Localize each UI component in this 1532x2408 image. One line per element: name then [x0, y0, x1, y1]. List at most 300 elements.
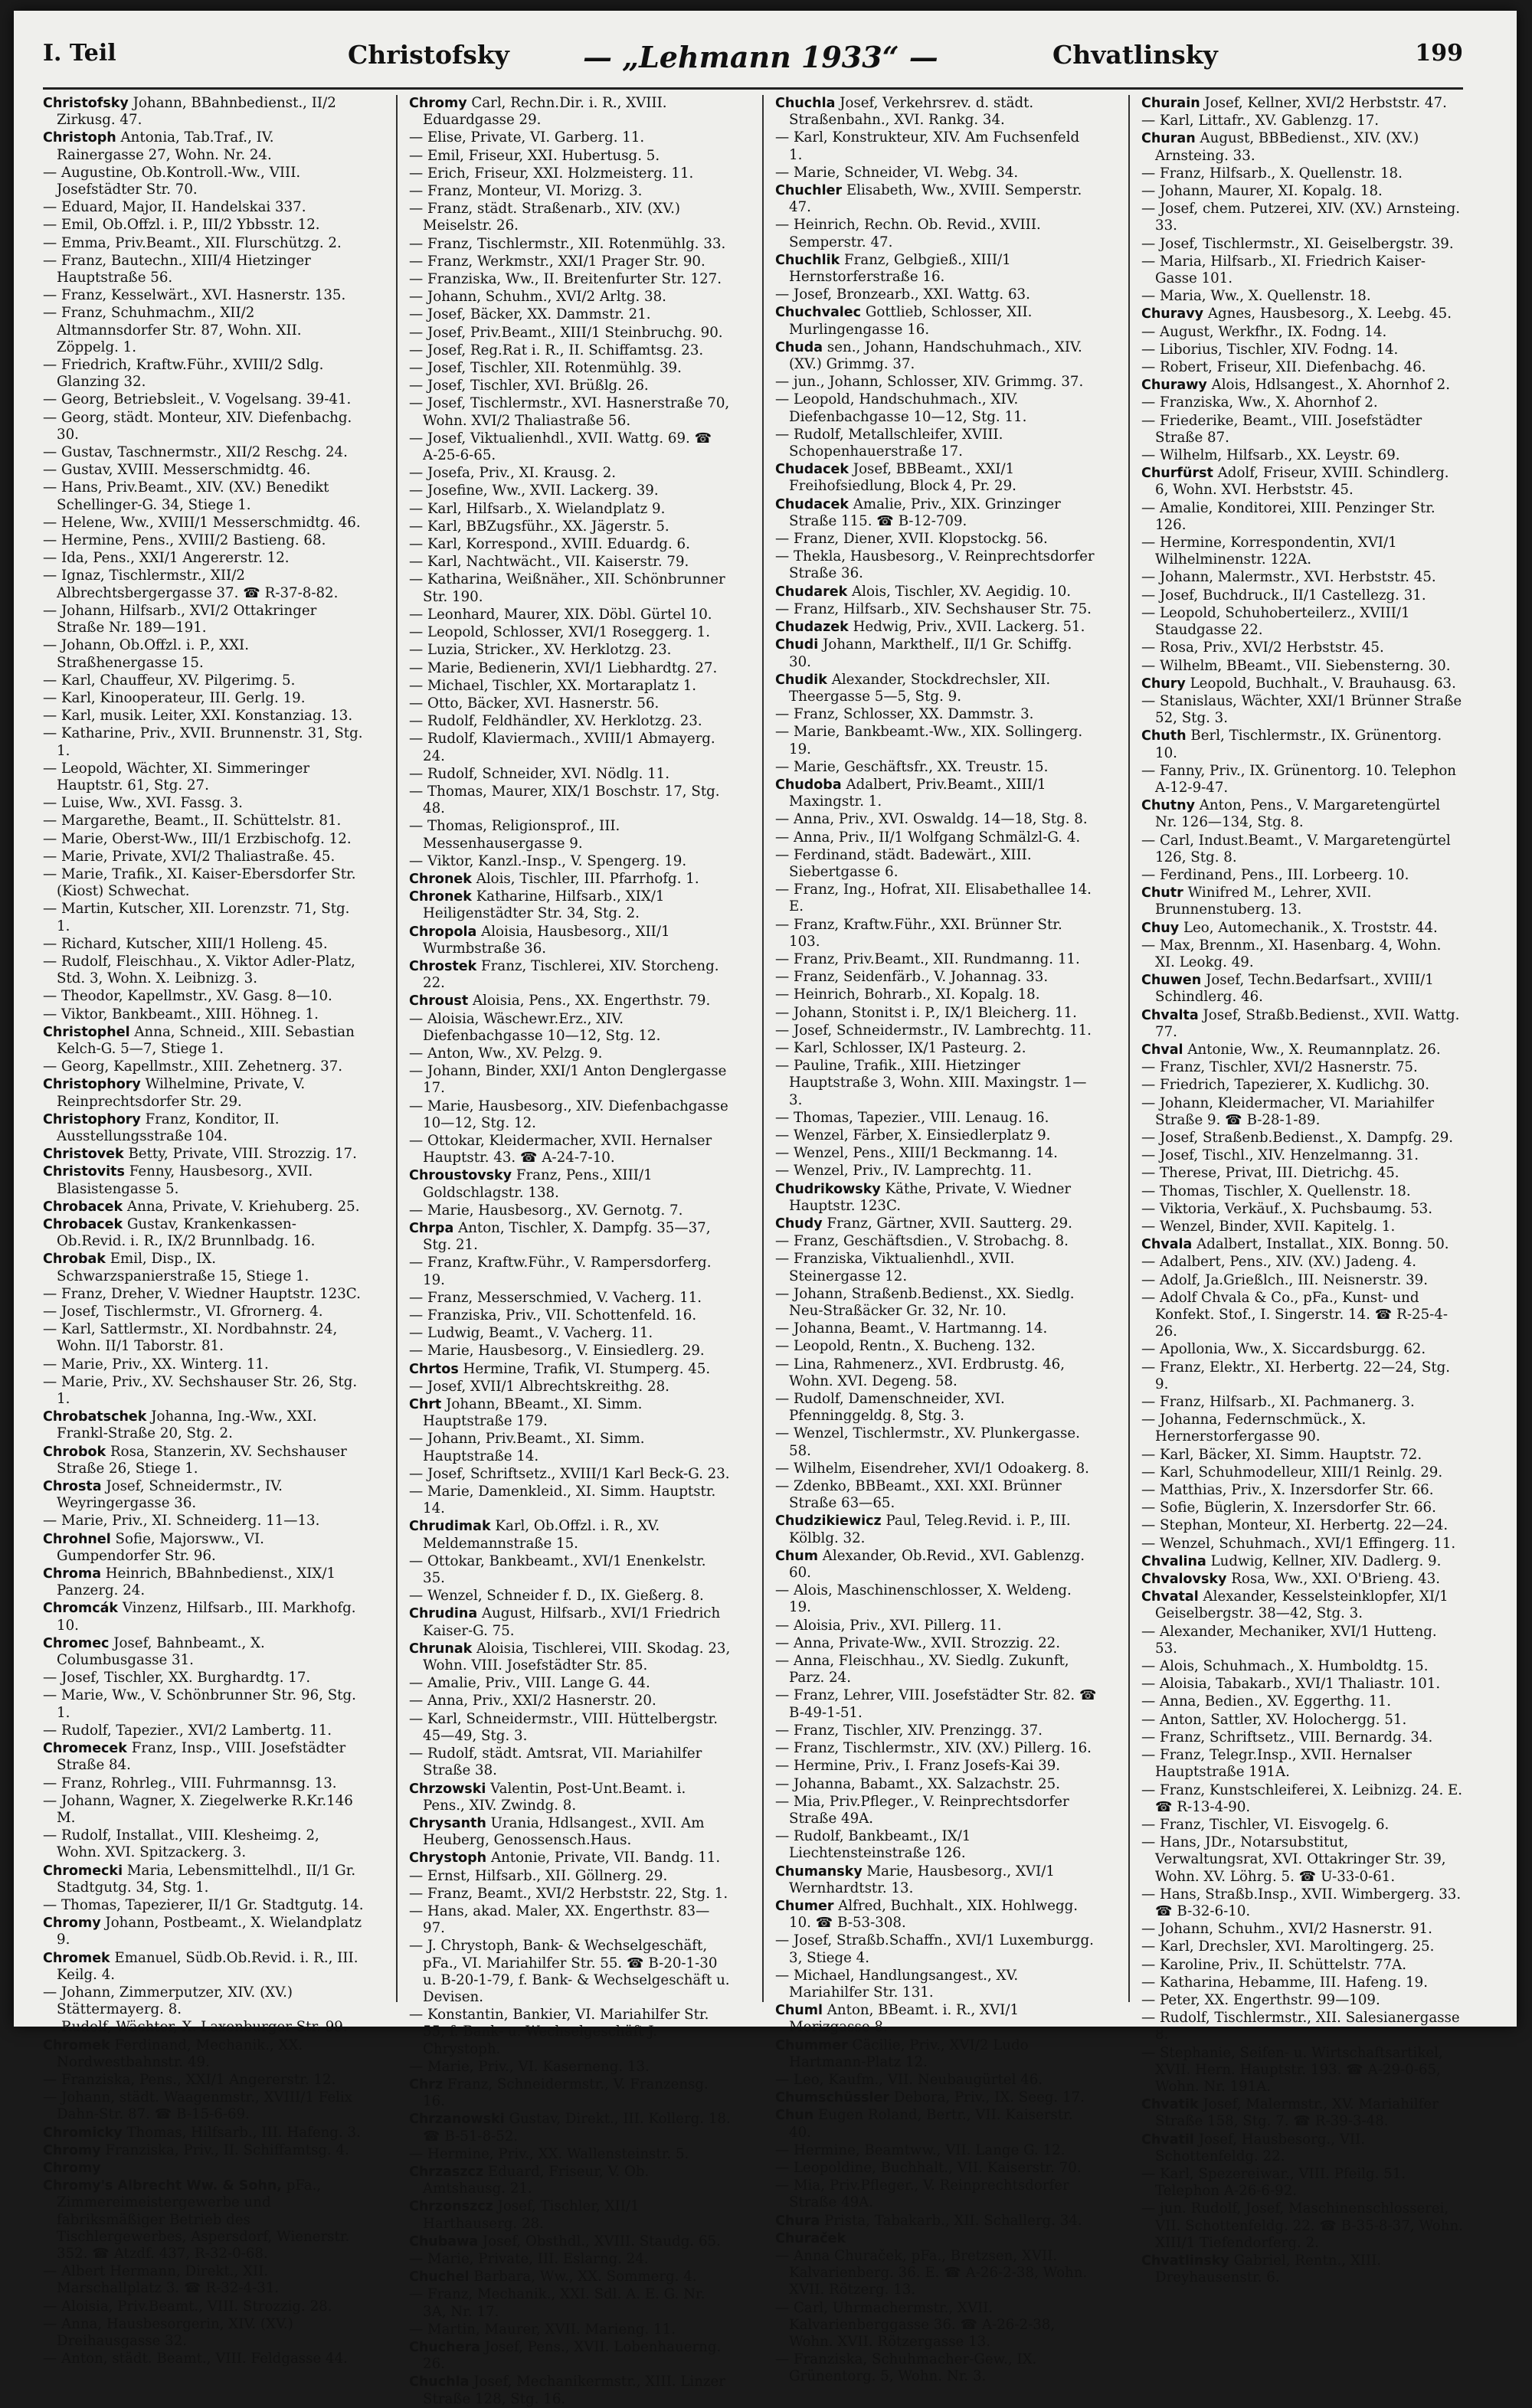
directory-entry — [409, 1431, 731, 1464]
directory-entry — [775, 2351, 1097, 2385]
directory-entry — [43, 287, 365, 304]
directory-entry — [409, 129, 731, 146]
directory-entry — [775, 2089, 1097, 2106]
directory-entry — [43, 1374, 365, 1408]
entry-text: — Fanny, Priv., IX. Grünentorg. 10. Telephon A-12-9-47. — [1141, 762, 1457, 796]
entry-text: — Stephanie, Seifen- u. Wirtschaftsartikel, XVII. Hern. Hauptstr. 193. ☎ A-29-0-65, Wohn. Nr. 191A. — [1141, 2044, 1443, 2095]
directory-entry — [775, 847, 1097, 881]
directory-entry — [775, 1932, 1097, 1966]
directory-entry — [1141, 1712, 1463, 1729]
entry-headword: Chutny — [1141, 798, 1195, 814]
entry-text: — Matthias, Priv., X. Inzersdorfer Str. 66. — [1141, 1482, 1434, 1499]
directory-entry — [409, 1325, 731, 1342]
directory-entry — [775, 1548, 1097, 1582]
entry-headword: Chroustovsky — [409, 1168, 512, 1184]
entry-text: Sofie, Majorsww., VI. Gumpendorfer Str. 96. — [57, 1530, 264, 1564]
entry-text: — jun. Rudolf, Josef, Maschinenschlosserei, VII. Schottenfeldg. 22. ☎ B-35-8-37, Wohn. XIII/1 Tiefendorferg. 2. — [1141, 2200, 1463, 2251]
entry-headword: Churfürst — [1141, 466, 1213, 482]
entry-text: — Josef, chem. Putzerei, XIV. (XV.) Arnsteing. 33. — [1141, 201, 1461, 234]
entry-text: — Johann, Binder, XXI/1 Anton Denglergasse 17. — [409, 1063, 727, 1097]
directory-entry — [409, 536, 731, 553]
directory-entry — [409, 1815, 731, 1849]
directory-entry — [775, 1740, 1097, 1757]
entry-text: — Martin, Maurer, XVII. Marieng. 11. — [409, 2321, 676, 2338]
directory-entry — [43, 305, 365, 356]
directory-entry — [409, 1903, 731, 1937]
entry-headword: Chromec — [43, 1635, 110, 1651]
directory-entry — [775, 951, 1097, 968]
directory-entry — [43, 690, 365, 707]
directory-entry — [775, 1478, 1097, 1512]
directory-entry — [1141, 1464, 1463, 1481]
entry-headword: Chromy's Albrecht Ww. & Sohn, — [43, 2178, 282, 2194]
entry-headword: Chrz — [409, 2076, 444, 2092]
entry-text: — Franz, Kraftw.Führ., V. Rampersdorferg. 19. — [409, 1255, 712, 1288]
directory-entry — [1141, 113, 1463, 129]
entry-text: — Franz, Ing., Hofrat, XII. Elisabethallee 14. E. — [775, 882, 1092, 915]
directory-entry — [43, 813, 365, 829]
entry-text: — Johann, städt. Waagenmstr., XVIII/1 Felix Dahn-Str. 87. ☎ B-15-6-69. — [43, 2089, 352, 2123]
entry-text: — Leopoldine, Buchhalt., VII. Kaiserstr. 70. — [775, 2159, 1082, 2176]
entry-headword: Chromy — [43, 2142, 101, 2158]
directory-entry — [1141, 201, 1463, 234]
directory-entry — [1141, 1782, 1463, 1816]
directory-entry — [43, 1321, 365, 1355]
entry-headword: Chrosta — [43, 1479, 102, 1495]
directory-entry — [1141, 867, 1463, 884]
directory-entry — [409, 1167, 731, 1201]
directory-entry — [1141, 833, 1463, 866]
directory-entry — [1141, 1482, 1463, 1499]
directory-entry — [409, 1781, 731, 1814]
directory-title: — „Lehmann 1933“ — — [583, 40, 938, 74]
entry-text: — Rudolf, Fleischhau., X. Viktor Adler-Platz, Std. 3, Wohn. X. Leibnizg. 3. — [43, 953, 355, 987]
entry-text: — Leopold, Schlosser, XVI/1 Roseggerg. 1. — [409, 624, 710, 641]
entry-text: Alois, Hdlsangest., X. Ahornhof 2. — [1211, 377, 1451, 394]
directory-entry — [43, 1827, 365, 1861]
part-label: I. Teil — [43, 40, 116, 67]
directory-entry — [1141, 254, 1463, 287]
entry-text: — Leopold, Wächter, XI. Simmeringer Hauptstr. 61, Stg. 27. — [43, 760, 310, 793]
directory-entry — [43, 199, 365, 216]
entry-text: — Marie, Geschäftsfr., XX. Treustr. 15. — [775, 758, 1049, 775]
entry-text: — Johann, Stonitst i. P., IX/1 Bleicherg. 11. — [775, 1004, 1077, 1021]
directory-entry — [1141, 1886, 1463, 1920]
entry-text: Franz, Schneidermstr., V. Franzensg. 16. — [423, 2076, 709, 2110]
entry-text: — Leopold, Schuhoberteilerz., XVIII/1 Staudgasse 22. — [1141, 604, 1410, 639]
entry-text: — Karl, Schneidermstr., VIII. Hüttelbergstr. 45—49, Stg. 3. — [409, 1710, 719, 1744]
directory-entry — [43, 1670, 365, 1687]
directory-entry — [1141, 236, 1463, 253]
entry-text: Antonie, Private, VII. Bandg. 11. — [490, 1850, 721, 1867]
entry-text: — Marie, Bankbeamt.-Ww., XIX. Sollingerg. 19. — [775, 724, 1083, 757]
directory-entry — [775, 1215, 1097, 1232]
entry-text: — Georg, Kapellmstr., XIII. Zehetnerg. 37. — [43, 1058, 343, 1075]
entry-text: — Josef, Buchdruck., II/1 Castellezg. 31. — [1141, 587, 1426, 604]
directory-entry — [409, 871, 731, 888]
entry-text: — Karl, Bäcker, XI. Simm. Hauptstr. 72. — [1141, 1446, 1422, 1463]
directory-entry — [775, 2213, 1097, 2230]
entry-text: — Anna, Priv., II/1 Wolfgang Schmälzl-G. 4. — [775, 829, 1081, 846]
entry-text: Anton, Tischler, X. Dampfg. 35—37, Stg. 21. — [423, 1220, 711, 1254]
directory-entry — [1141, 1992, 1463, 2009]
directory-entry — [775, 95, 1097, 129]
entry-headword: Christofsky — [43, 96, 129, 111]
directory-entry — [409, 289, 731, 306]
directory-entry — [409, 1518, 731, 1552]
directory-entry — [43, 1024, 365, 1058]
entry-text: — Ottokar, Kleidermacher, XVII. Hernalser Hauptstr. 43. ☎ A-24-7-10. — [409, 1132, 712, 1166]
entry-headword: Chvalina — [1141, 1553, 1206, 1569]
entry-text: — Michael, Handlungsangest., XV. Mariahilfer Str. 131. — [775, 1967, 1019, 2001]
entry-text: — Ignaz, Tischlermstr., XII/2 Albrechtsbergergasse 37. ☎ R-37-8-82. — [43, 568, 339, 601]
entry-text: — Emma, Priv.Beamt., XII. Flurschützg. 2. — [43, 234, 342, 251]
entry-text: — Anna, Private-Ww., XVII. Strozzig. 22. — [775, 1634, 1061, 1651]
entry-headword: Chudy — [775, 1216, 823, 1232]
entry-text: — Karl, Hilfsarb., X. Wielandplatz 9. — [409, 500, 666, 517]
directory-entry — [775, 636, 1097, 670]
directory-entry — [409, 483, 731, 499]
directory-entry — [1141, 972, 1463, 1006]
entry-text: — Robert, Friseur, XII. Diefenbachg. 46. — [1141, 359, 1426, 376]
directory-entry — [409, 1745, 731, 1779]
entry-text: Gabriel, Rentn., XIII. Dreyhausenstr. 6. — [1155, 2252, 1382, 2286]
directory-entry — [1141, 1536, 1463, 1552]
entry-text: — Adolf Chvala & Co., pFa., Kunst- und Konfekt. Stof., I. Singerstr. 14. ☎ R-25-4-26. — [1141, 1289, 1449, 1340]
entry-text: — Marie, Priv., VI. Kaserneng. 13. — [409, 2058, 650, 2075]
directory-entry — [43, 2072, 365, 2089]
entry-text: Eugen Roland, Bertr., VII. Kaiserstr. 40. — [789, 2107, 1073, 2141]
entry-headword: Chutr — [1141, 885, 1183, 901]
directory-entry — [1141, 763, 1463, 797]
directory-entry — [409, 2059, 731, 2076]
directory-entry — [409, 1133, 731, 1166]
directory-entry — [409, 1343, 731, 1359]
entry-text: Alois, Tischler, XV. Aegidig. 10. — [852, 583, 1072, 600]
entry-text: Vinzenz, Hilfsarb., III. Markhofg. 10. — [57, 1600, 356, 1634]
directory-entry — [1141, 1077, 1463, 1094]
entry-headword: Chval — [1141, 1042, 1183, 1058]
directory-entry — [409, 888, 731, 922]
directory-entry — [409, 853, 731, 870]
entry-headword: Chumansky — [775, 1863, 863, 1880]
entry-text: — Franz, Kesselwärt., XVI. Hasnerstr. 135. — [43, 287, 346, 304]
directory-entry — [1141, 1817, 1463, 1834]
directory-entry — [43, 2142, 365, 2159]
directory-entry — [43, 849, 365, 865]
entry-headword: Chromcák — [43, 1601, 119, 1617]
entry-headword: Chroma — [43, 1566, 101, 1582]
directory-entry — [43, 2351, 365, 2367]
column-divider — [396, 95, 398, 2002]
entry-text: — Konstantin, Bankier, VI. Mariahilfer Str. 55, f. Bank- u. Wechselgeschäft J. Chrystoph. — [409, 2007, 709, 2057]
directory-entry — [409, 183, 731, 200]
entry-headword: Chvatlinsky — [1141, 2253, 1229, 2269]
entry-text: — Anton, städt. Beamt., VIII. Feldgasse 44. — [43, 2351, 348, 2367]
entry-headword: Chrunak — [409, 1641, 473, 1657]
directory-entry — [775, 1320, 1097, 1337]
directory-entry — [409, 2111, 731, 2145]
directory-entry — [409, 642, 731, 659]
entry-headword: Christophel — [43, 1024, 130, 1040]
entry-headword: Chrzonszcz — [409, 2199, 493, 2215]
entry-text: Adolf, Friseur, XVIII. Schindlerg. 6, Wohn. XVI. Herbststr. 45. — [1155, 465, 1449, 499]
entry-headword: Chrtos — [409, 1361, 459, 1377]
entry-text: — Leopold, Rentn., X. Bucheng. 132. — [775, 1338, 1036, 1355]
directory-entry — [409, 784, 731, 817]
entry-text: — Aloisia, Tabakarb., XVI/1 Thaliastr. 101. — [1141, 1676, 1441, 1693]
entry-text: Leo, Automechanik., X. Troststr. 44. — [1183, 919, 1438, 936]
entry-text: — Franz, Tischler, XVI/2 Hasnerstr. 75. — [1141, 1059, 1418, 1076]
directory-entry — [1141, 728, 1463, 761]
entry-headword: Chummer — [775, 2037, 848, 2053]
entry-text: — Wenzel, Färber, X. Einsiedlerplatz 9. — [775, 1127, 1051, 1143]
entry-text: Josef, Kellner, XVI/2 Herbststr. 47. — [1204, 95, 1447, 111]
directory-entry — [1141, 2010, 1463, 2043]
directory-entry — [43, 866, 365, 900]
entry-text: Berl, Tischlermstr., IX. Grünentorg. 10. — [1155, 728, 1442, 761]
directory-entry — [1141, 306, 1463, 322]
directory-entry — [409, 1886, 731, 1903]
entry-text: Carl, Rechn.Dir. i. R., XVIII. Eduardgasse 29. — [423, 95, 667, 129]
entry-text: Thomas, Hilfsarb., III. Hafeng. 3. — [126, 2124, 361, 2141]
entry-headword: Churavy — [1141, 306, 1204, 322]
entry-text: — Franz, Tischlermstr., XII. Rotenmühlg. 33. — [409, 235, 726, 252]
entry-headword: Chrzaszcz — [409, 2164, 484, 2180]
entry-text: — Friederike, Beamt., VIII. Josefstädter Straße 87. — [1141, 412, 1422, 446]
entry-text: — Karl, Schlosser, IX/1 Pasteurg. 2. — [775, 1039, 1026, 1056]
entry-text: — Rudolf, städt. Amtsrat, VII. Mariahilfer Straße 38. — [409, 1745, 702, 1779]
column-divider — [1128, 95, 1130, 2002]
entry-text: — Adalbert, Pens., XIV. (XV.) Jadeng. 4. — [1141, 1254, 1417, 1271]
directory-entry — [43, 2037, 365, 2071]
directory-entry — [1141, 95, 1463, 112]
directory-entry — [1141, 183, 1463, 200]
directory-entry — [775, 1513, 1097, 1546]
directory-entry — [1141, 2096, 1463, 2130]
entry-text: — Wenzel, Schuhmach., XVI/1 Effingerg. 11. — [1141, 1535, 1456, 1552]
entry-text: — Franz, Monteur, VI. Morizg. 3. — [409, 183, 643, 200]
entry-text: — Richard, Kutscher, XIII/1 Holleng. 45. — [43, 935, 328, 952]
entry-text: Josef, Mechanikermstr., XIII. Linzer Straße 128, Stg. 16. — [423, 2374, 725, 2407]
entry-text: — Karl, musik. Leiter, XXI. Konstanziag. 13. — [43, 708, 353, 725]
directory-entry — [1141, 885, 1463, 918]
entry-text: — Karl, BBZugsführ., XX. Jägerstr. 5. — [409, 518, 669, 535]
directory-entry — [1141, 1272, 1463, 1289]
entry-headword: Chudoba — [775, 777, 842, 793]
directory-entry — [43, 1146, 365, 1163]
entry-text: Elisabeth, Ww., XVIII. Semperstr. 47. — [789, 182, 1082, 216]
entry-text: Anna, Schneid., XIII. Sebastian Kelch-G. 5—7, Stiege 1. — [57, 1023, 355, 1057]
directory-entry — [775, 777, 1097, 810]
directory-entry — [43, 2263, 365, 2297]
entry-text: — Josef, Viktualienhdl., XVII. Wattg. 69. ☎ A-25-6-65. — [409, 430, 712, 464]
entry-text: — Ernst, Hilfsarb., XII. Göllnerg. 29. — [409, 1867, 668, 1884]
directory-entry — [775, 1233, 1097, 1250]
directory-entry — [1141, 2253, 1463, 2286]
directory-entry — [409, 2269, 731, 2285]
directory-entry — [1141, 2045, 1463, 2096]
entry-text: — Josef, Bäcker, XX. Dammstr. 21. — [409, 306, 651, 323]
entry-text: Alexander, Stockdrechsler, XII. Theergasse 5—5, Stg. 9. — [789, 671, 1051, 705]
directory-entry — [409, 95, 731, 129]
entry-text: Franz, Tischlerei, XIV. Storcheng. 22. — [423, 957, 719, 992]
directory-entry — [775, 1110, 1097, 1127]
entry-text: Alfred, Buchhalt., XIX. Hohlwegg. 10. ☎ B-53-308. — [789, 1897, 1079, 1932]
directory-entry — [1141, 605, 1463, 639]
entry-text: Aloisia, Hausbesorg., XII/1 Wurmbstraße 36. — [423, 923, 670, 957]
entry-headword: Chrohnel — [43, 1531, 111, 1547]
entry-text: — Thomas, Maurer, XIX/1 Boschstr. 17, Stg. 48. — [409, 783, 720, 817]
entry-text: — Franziska, Priv., VII. Schottenfeld. 16. — [409, 1307, 697, 1324]
entry-text: — Friedrich, Kraftw.Führ., XVIII/2 Sdlg. Glanzing 32. — [43, 357, 324, 391]
entry-text: — Stephan, Monteur, XI. Herbertg. 22—24. — [1141, 1517, 1449, 1534]
entry-text: Josef, Schneidermstr., IV. Weyringergasse 36. — [57, 1478, 283, 1512]
directory-entry — [43, 1111, 365, 1145]
directory-entry — [1141, 1553, 1463, 1570]
entry-text: — jun., Johann, Schlosser, XIV. Grimmg. 37. — [775, 374, 1084, 391]
directory-entry — [409, 1605, 731, 1639]
entry-text: — Marie, Priv., XX. Winterg. 11. — [43, 1356, 269, 1372]
entry-text: — Wenzel, Tischlermstr., XV. Plunkergasse. 58. — [775, 1425, 1080, 1459]
entry-headword: Chuy — [1141, 920, 1180, 936]
entry-text: — Friedrich, Tapezierer, X. Kudlichg. 30. — [1141, 1077, 1430, 1094]
entry-text: — Gustav, XVIII. Messerschmidtg. 46. — [43, 462, 311, 479]
entry-text: Josef, Pens., XVII. Lobenhauerng. 26. — [423, 2339, 722, 2373]
directory-entry — [775, 1356, 1097, 1390]
directory-entry — [775, 391, 1097, 425]
entry-text: — Rosa, Priv., XVI/2 Herbststr. 45. — [1141, 640, 1384, 656]
directory-entry — [409, 430, 731, 464]
directory-entry — [409, 325, 731, 342]
entry-text: — Franz, Tischlermstr., XIV. (XV.) Pillerg. 16. — [775, 1740, 1092, 1757]
directory-entry — [409, 958, 731, 992]
entry-text: — Alexander, Mechaniker, XVI/1 Hutteng. 53. — [1141, 1623, 1437, 1657]
entry-text: — Viktor, Kanzl.-Insp., V. Spengerg. 19. — [409, 852, 687, 869]
entry-text: — Alois, Maschinenschlosser, X. Weldeng. 19. — [775, 1582, 1072, 1616]
directory-entry — [775, 1425, 1097, 1459]
entry-text: Gottlieb, Schlosser, XII. Murlingengasse 16. — [789, 304, 1033, 338]
entry-text: — Luzia, Stricker., XV. Herklotzg. 23. — [409, 642, 672, 659]
entry-text: — Viktor, Bankbeamt., XIII. Höhneg. 1. — [43, 1006, 319, 1022]
entry-text: — Franz, Mechanik., XXI. Sdl. A. E. G. Nr. 3A, Nr. 17. — [409, 2286, 705, 2320]
entry-text: Franz, Gärtner, XVII. Sautterg. 29. — [827, 1215, 1072, 1232]
directory-entry — [775, 1794, 1097, 1827]
entry-headword: Chrobacek — [43, 1217, 123, 1232]
entry-text: Franz, Konditor, II. Ausstellungsstraße 104. — [57, 1111, 280, 1144]
entry-text: — Karl, Nachtwächt., VII. Kaiserstr. 79. — [409, 554, 689, 571]
entry-headword: Churain — [1141, 96, 1200, 111]
directory-entry — [775, 286, 1097, 303]
entry-text: — Josef, Tischlermstr., XI. Geiselbergstr. 39. — [1141, 235, 1454, 252]
entry-text: — Mia, Priv.Pfleger., V. Reinprechtsdorfer Straße 49A. — [775, 2177, 1069, 2211]
entry-text: Amalie, Priv., XIX. Grinzinger Straße 115. ☎ B-12-709. — [789, 496, 1061, 529]
entry-text: — Anna, Bedien., XV. Eggerthg. 11. — [1141, 1693, 1391, 1710]
directory-entry — [1141, 1921, 1463, 1938]
directory-entry — [409, 571, 731, 605]
directory-entry — [1141, 1290, 1463, 1341]
directory-entry — [1141, 1693, 1463, 1710]
entry-text: — Johanna, Federnschmück., X. Hernerstorfergasse 90. — [1141, 1412, 1367, 1445]
directory-entry — [43, 2160, 365, 2177]
directory-entry — [1141, 1147, 1463, 1164]
entry-text: — Karl, Chauffeur, XV. Pilgerimg. 5. — [43, 672, 296, 689]
entry-text: — Martin, Kutscher, XII. Lorenzstr. 71, Stg. 1. — [43, 901, 350, 934]
entry-text: — Rudolf, Wächter, X. Laxenburger Str. 99. — [43, 2019, 348, 2036]
entry-text: — Alois, Schuhmach., X. Humboldtg. 15. — [1141, 1658, 1429, 1675]
directory-entry — [409, 519, 731, 535]
entry-text: — Georg, Betriebsleit., V. Vogelsang. 39-41. — [43, 391, 352, 408]
directory-entry — [409, 1938, 731, 2006]
entry-text: — Josef, Tischler, XVI. Brüßlg. 26. — [409, 378, 649, 394]
directory-entry — [775, 1863, 1097, 1897]
directory-entry — [775, 531, 1097, 548]
entry-headword: Chudi — [775, 637, 819, 653]
directory-entry — [43, 1251, 365, 1284]
entry-headword: Chrudina — [409, 1606, 478, 1622]
entry-text: — Luise, Ww., XVI. Fassg. 3. — [43, 795, 243, 812]
entry-headword: Christovits — [43, 1164, 125, 1180]
directory-entry — [409, 2321, 731, 2338]
entry-text: — Viktoria, Verkäuf., X. Puchsbaumg. 53. — [1141, 1200, 1432, 1217]
entry-text: — Rudolf, Damenschneider, XVI. Pfenninggeldg. 8, Stg. 3. — [775, 1391, 1005, 1425]
entry-text: Emanuel, Südb.Ob.Revid. i. R., III. Keilg. 4. — [57, 1949, 358, 1983]
entry-text: — Eduard, Major, II. Handelskai 337. — [43, 199, 306, 216]
directory-entry — [409, 678, 731, 695]
entry-text: — Rudolf, Metallschleifer, XVIII. Schopenhauerstraße 17. — [775, 426, 1003, 460]
entry-text: — Franz, Tischler, XIV. Prenzingg. 37. — [775, 1722, 1043, 1739]
directory-entry — [775, 252, 1097, 286]
entry-headword: Chronek — [409, 889, 472, 905]
directory-entry — [43, 1897, 365, 1914]
entry-text: — Ida, Pens., XXI/1 Angererstr. 12. — [43, 550, 290, 567]
directory-entry — [43, 1984, 365, 2018]
entry-text: — Josef, Tischler, XII. Rotenmühlg. 39. — [409, 360, 682, 377]
directory-entry — [775, 619, 1097, 636]
entry-text: Hermine, Trafik, VI. Stumperg. 45. — [463, 1360, 711, 1377]
directory-entry — [409, 607, 731, 623]
directory-entry — [775, 829, 1097, 846]
entry-text: — Hermine, Priv., XX. Wallensteinstr. 5. — [409, 2145, 689, 2162]
entry-text: Agnes, Hausbesorg., X. Leebg. 45. — [1207, 306, 1452, 322]
entry-text: — Johann, Zimmerputzer, XIV. (XV.) Stättermayerg. 8. — [43, 1984, 293, 2018]
directory-entry — [43, 1058, 365, 1075]
entry-headword: Chuchera — [409, 2340, 480, 2355]
directory-entry — [409, 1868, 731, 1885]
entry-text: — Rudolf, Bankbeamt., IX/1 Liechtensteinstraße 126. — [775, 1828, 971, 1862]
entry-text: — Thomas, Religionsprof., III. Messenhausergasse 9. — [409, 818, 620, 852]
entry-text: — Franz, Schuhmachm., XII/2 Altmannsdorfer Str. 87, Wohn. XII. Zöppelg. 1. — [43, 305, 302, 355]
directory-entry — [775, 2177, 1097, 2211]
directory-entry — [43, 2177, 365, 2262]
directory-entry — [409, 1711, 731, 1745]
directory-entry — [775, 1022, 1097, 1039]
entry-headword: Chubawa — [409, 2233, 479, 2249]
directory-entry — [43, 725, 365, 759]
directory-entry — [43, 1740, 365, 1774]
entry-text: Franz, Insp., VIII. Josefstädter Straße 84. — [57, 1740, 346, 1774]
entry-text: — Franziska, Pens., XXI/1 Angererstr. 12. — [43, 2071, 336, 2088]
entry-text: Josef, Bahnbeamt., X. Columbusgasse 31. — [57, 1634, 265, 1669]
entry-text: — Katharina, Hebamme, III. Hafeng. 19. — [1141, 1974, 1428, 1991]
entry-headword: Chum — [775, 1548, 818, 1564]
entry-text: — Augustine, Ob.Kontroll.-Ww., VIII. Josefstädter Str. 70. — [43, 164, 301, 198]
directory-entry — [1141, 2132, 1463, 2165]
column-3 — [775, 95, 1097, 2385]
directory-entry — [409, 2286, 731, 2320]
directory-entry — [409, 2374, 731, 2407]
directory-entry — [775, 1758, 1097, 1775]
